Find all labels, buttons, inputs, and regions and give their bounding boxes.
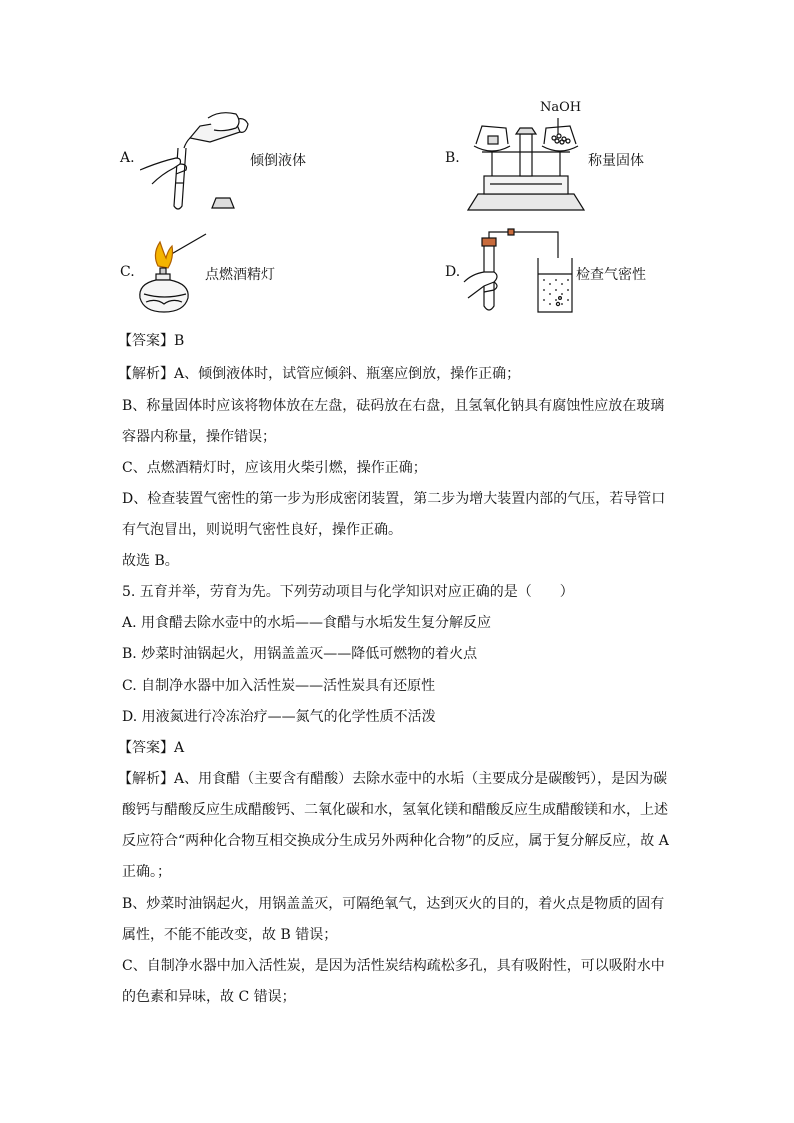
figure-b-caption: 称量固体 — [588, 153, 644, 169]
figure-c-caption: 点燃酒精灯 — [205, 267, 275, 283]
q4-analysis-line: 有气泡冒出，则说明气密性良好，操作正确。 — [122, 522, 402, 538]
q4-analysis-line: D、检查装置气密性的第一步为形成密闭装置，第二步为增大装置内部的气压，若导管口 — [122, 491, 666, 507]
pouring-liquid-illustration — [140, 108, 250, 213]
figure-c-letter: C. — [120, 264, 135, 280]
figure-d-caption: 检查气密性 — [576, 267, 646, 283]
q5-analysis-line: 正确。； — [122, 864, 171, 880]
naoh-label: NaOH — [540, 100, 582, 115]
figure-b-letter: B. — [445, 150, 460, 166]
q4-analysis-line: 故选 B。 — [122, 553, 179, 569]
balance-illustration — [466, 98, 586, 214]
q5-stem: 5. 五育并举，劳育为先。下列劳动项目与化学知识对应正确的是（ ） — [122, 584, 574, 600]
figure-a-letter: A. — [120, 150, 135, 166]
q5-analysis-line: 的色素和异味，故 C 错误； — [122, 989, 296, 1005]
q5-option-c: C. 自制净水器中加入活性炭——活性炭具有还原性 — [122, 678, 436, 694]
q5-analysis-line: 反应符合“两种化合物互相交换成分生成另外两种化合物”的反应，属于复分解反应，故 A — [122, 833, 669, 849]
q4-analysis-line: 容器内称量，操作错误； — [122, 429, 276, 445]
airtightness-check-illustration — [462, 228, 574, 316]
q5-answer: 【答案】A — [118, 740, 185, 756]
q4-analysis-line: B、称量固体时应该将物体放在左盘，砝码放在右盘，且氢氧化钠具有腐蚀性应放在玻璃 — [122, 398, 665, 414]
q4-analysis-line: C、点燃酒精灯时，应该用火柴引燃，操作正确； — [122, 460, 427, 476]
q5-analysis-line: 【解析】A、用食醋（主要含有醋酸）去除水壶中的水垢（主要成分是碳酸钙），是因为碳 — [118, 771, 668, 787]
q5-analysis-line: C、自制净水器中加入活性炭，是因为活性炭结构疏松多孔，具有吸附性，可以吸附水中 — [122, 958, 665, 974]
q5-analysis-line: 属性，不能不能改变，故 B 错误； — [122, 927, 338, 943]
q5-option-b: B. 炒菜时油锅起火，用锅盖盖灭——降低可燃物的着火点 — [122, 646, 478, 662]
figure-a-caption: 倾倒液体 — [250, 153, 306, 169]
q4-answer: 【答案】B — [118, 333, 185, 349]
q5-analysis-line: B、炒菜时油锅起火，用锅盖盖灭，可隔绝氧气，达到灭火的目的，着火点是物质的固有 — [122, 896, 665, 912]
q4-analysis-line: 【解析】A、倾倒液体时，试管应倾斜、瓶塞应倒放，操作正确； — [118, 366, 521, 382]
alcohol-lamp-illustration — [136, 232, 208, 314]
figure-d-letter: D. — [445, 264, 461, 280]
q5-analysis-line: 酸钙与醋酸反应生成醋酸钙、二氧化碳和水，氢氧化镁和醋酸反应生成醋酸镁和水，上述 — [122, 802, 668, 818]
q5-option-d: D. 用液氮进行冷冻治疗——氮气的化学性质不活泼 — [122, 709, 436, 725]
q5-option-a: A. 用食醋去除水壶中的水垢——食醋与水垢发生复分解反应 — [122, 615, 492, 631]
